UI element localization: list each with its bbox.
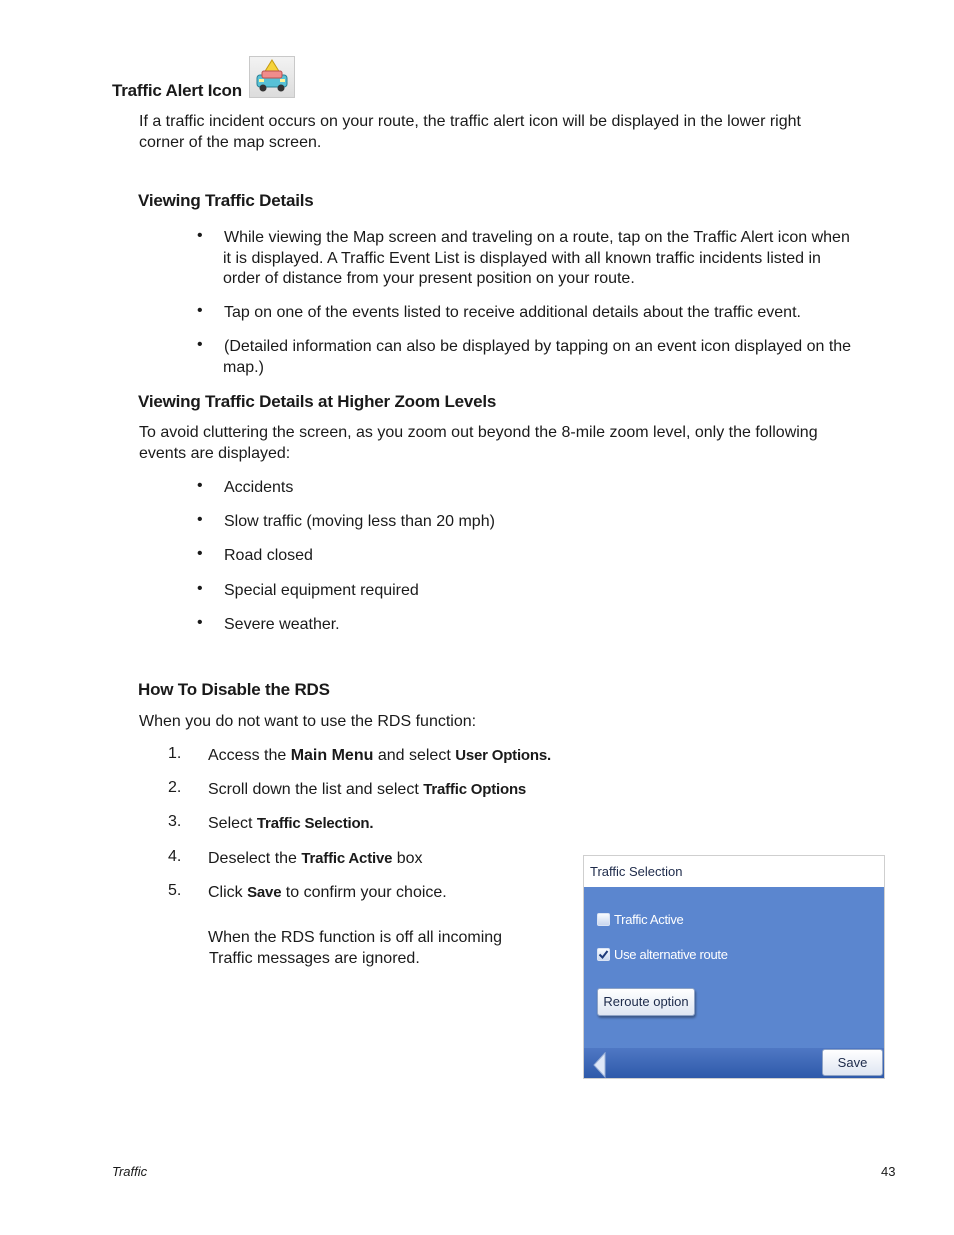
viewing-bullet-1-line-3: order of distance from your present position on your route. [223,270,635,287]
zoom-item-accidents: Accidents [224,479,294,496]
bullet-symbol: • [197,302,203,319]
heading-viewing-traffic-details: Viewing Traffic Details [138,191,314,210]
step-1-mid: and select [373,747,456,764]
bullet-symbol: • [197,227,203,244]
footer-section: Traffic [112,1164,148,1179]
step-1-number: 1. [168,745,182,762]
zoom-item-special-equipment: Special equipment required [224,582,419,599]
step-2 [208,779,526,800]
reroute-option-button[interactable]: Reroute option [597,988,695,1016]
step-3-traffic-selection: Traffic Selection. [256,815,374,832]
device-title: Traffic Selection [590,864,683,879]
step-2-pre: Scroll down the list and select [208,781,424,798]
step-4-number: 4. [168,848,182,865]
viewing-bullet-1-line-2: it is displayed. A Traffic Event List is displayed with all known traffic incidents listed in [223,250,821,267]
step-5-pre: Click [208,884,248,901]
zoom-item-slow-traffic: Slow traffic (moving less than 20 mph) [224,513,495,530]
rds-intro: When you do not want to use the RDS function: [139,713,477,730]
use-alternative-route-checkbox[interactable] [597,948,610,961]
viewing-bullet-2-line-1: Tap on one of the events listed to receive additional details about the traffic event. [224,304,801,321]
zoom-item-severe-weather: Severe weather. [224,616,340,633]
step-1 [208,745,551,766]
intro-line-1: If a traffic incident occurs on your route, the traffic alert icon will be displayed in the lower right [139,113,801,130]
heading-zoom-levels: Viewing Traffic Details at Higher Zoom Levels [138,392,497,411]
step-3-number: 3. [168,813,182,830]
step-2-traffic-options: Traffic Options [423,781,527,798]
bullet-symbol: • [197,580,203,597]
bullet-symbol: • [197,511,203,528]
save-button[interactable]: Save [822,1049,883,1076]
zoom-para-line-1: To avoid cluttering the screen, as you zoom out beyond the 8-mile zoom level, only the following [139,424,818,441]
step-3-pre: Select [208,815,257,832]
step-3 [208,813,373,834]
viewing-bullet-1-line-1: While viewing the Map screen and traveling on a route, tap on the Traffic Alert icon when [224,229,850,246]
bullet-symbol: • [197,614,203,631]
step-5-number: 5. [168,882,182,899]
traffic-active-checkbox[interactable] [597,913,610,926]
step-5-mid: to confirm your choice. [281,884,447,901]
use-alternative-route-label: Use alternative route [614,947,728,962]
rds-note-line-1: When the RDS function is off all incoming [208,929,503,946]
bullet-symbol: • [197,545,203,562]
traffic-selection-screenshot [583,855,885,1079]
step-4-mid: box [392,850,423,867]
step-4-traffic-active: Traffic Active [301,850,393,867]
bullet-symbol: • [197,336,203,353]
rds-note-line-2: Traffic messages are ignored. [209,950,420,967]
viewing-bullet-3-line-2: map.) [223,359,264,376]
zoom-item-road-closed: Road closed [224,547,313,564]
intro-line-2: corner of the map screen. [139,134,322,151]
viewing-bullet-3-line-1: (Detailed information can also be displayed by tapping on an event icon displayed on the [224,338,852,355]
step-1-pre: Access the [208,747,291,764]
zoom-para-line-2: events are displayed: [139,445,291,462]
step-5-save: Save [247,884,282,901]
heading-disable-rds: How To Disable the RDS [138,680,330,699]
step-5 [208,882,447,903]
device-title-bar [584,856,884,888]
traffic-active-label: Traffic Active [614,912,684,927]
back-arrow-icon[interactable] [592,1052,608,1078]
step-1-user-options: User Options. [455,747,551,764]
heading-traffic-alert-icon: Traffic Alert Icon [112,81,242,100]
device-bottom-bar [584,1048,884,1079]
step-1-main-menu: Main Menu [290,747,374,764]
page-number: 43 [881,1164,896,1179]
bullet-symbol: • [197,477,203,494]
step-4 [208,848,423,869]
step-2-number: 2. [168,779,182,796]
device-options-panel [584,887,884,1048]
step-4-pre: Deselect the [208,850,302,867]
checkmark-icon [597,948,610,961]
traffic-alert-icon [249,56,295,98]
